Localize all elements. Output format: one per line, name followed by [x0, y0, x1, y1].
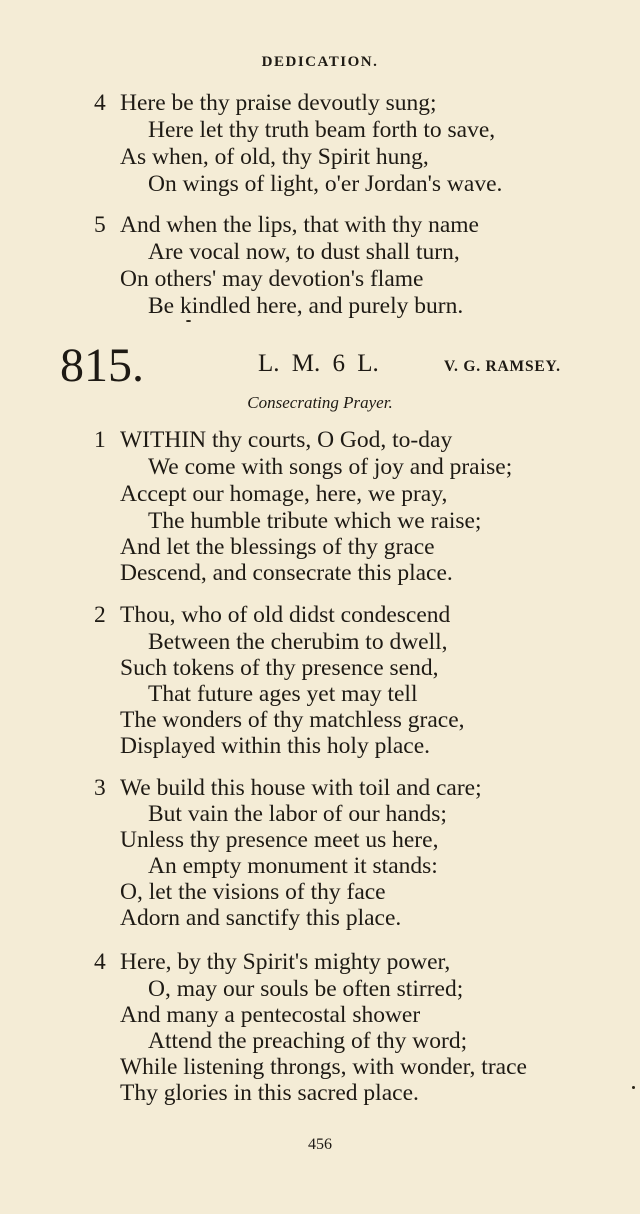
- verse-line: WITHIN thy courts, O God, to-day: [120, 427, 453, 453]
- stanza-number: 4: [94, 90, 106, 116]
- verse-line: O, let the visions of thy face: [120, 879, 386, 905]
- verse-line: An empty monument it stands:: [148, 853, 438, 879]
- verse-line: O, may our souls be often stirred;: [148, 976, 464, 1002]
- verse-line: Such tokens of thy presence send,: [120, 655, 439, 681]
- verse-line: We come with songs of joy and praise;: [148, 454, 513, 480]
- verse-line: Unless thy presence meet us here,: [120, 827, 439, 853]
- stanza-number: 2: [94, 602, 106, 628]
- verse-line: And when the lips, that with thy name: [120, 212, 479, 238]
- hymn-author: V. G. RAMSEY.: [444, 358, 561, 375]
- stanza-number: 1: [94, 427, 106, 453]
- verse-line: On wings of light, o'er Jordan's wave.: [148, 171, 503, 197]
- verse-line: We build this house with toil and care;: [120, 775, 482, 801]
- hymn-title: Consecrating Prayer.: [247, 393, 393, 412]
- verse-line: Between the cherubim to dwell,: [148, 629, 448, 655]
- ink-speck: [186, 320, 191, 322]
- verse-line: As when, of old, thy Spirit hung,: [120, 144, 429, 170]
- stanza-number: 5: [94, 212, 106, 238]
- verse-line: But vain the labor of our hands;: [148, 801, 447, 827]
- verse-line: The humble tribute which we raise;: [148, 508, 482, 534]
- stanza-number: 4: [94, 949, 106, 975]
- page-number: 456: [308, 1136, 332, 1153]
- verse-line: And let the blessings of thy grace: [120, 534, 435, 560]
- verse-line: Accept our homage, here, we pray,: [120, 481, 448, 507]
- verse-line: Adorn and sanctify this place.: [120, 905, 402, 931]
- hymn-number: 815.: [60, 339, 144, 392]
- verse-line: And many a pentecostal shower: [120, 1002, 421, 1028]
- verse-line: Be kindled here, and purely burn.: [148, 293, 464, 319]
- ink-speck: [632, 1086, 635, 1089]
- verse-line: Here be thy praise devoutly sung;: [120, 90, 437, 116]
- hymn-meter: L. M. 6 L.: [258, 350, 379, 377]
- verse-line: Thou, who of old didst condescend: [120, 602, 451, 628]
- stanza-number: 3: [94, 775, 106, 801]
- verse-line: Here, by thy Spirit's mighty power,: [120, 949, 451, 975]
- verse-line: That future ages yet may tell: [148, 681, 418, 707]
- verse-line: Attend the preaching of thy word;: [148, 1028, 468, 1054]
- verse-line: The wonders of thy matchless grace,: [120, 707, 465, 733]
- verse-line: Here let thy truth beam forth to save,: [148, 117, 496, 143]
- verse-line: Displayed within this holy place.: [120, 733, 431, 759]
- verse-line: Are vocal now, to dust shall turn,: [148, 239, 460, 265]
- verse-line: On others' may devotion's flame: [120, 266, 424, 292]
- running-head: DEDICATION.: [261, 54, 379, 70]
- verse-line: While listening throngs, with wonder, trace: [120, 1054, 527, 1080]
- verse-line: Descend, and consecrate this place.: [120, 560, 453, 586]
- verse-line: Thy glories in this sacred place.: [120, 1080, 419, 1106]
